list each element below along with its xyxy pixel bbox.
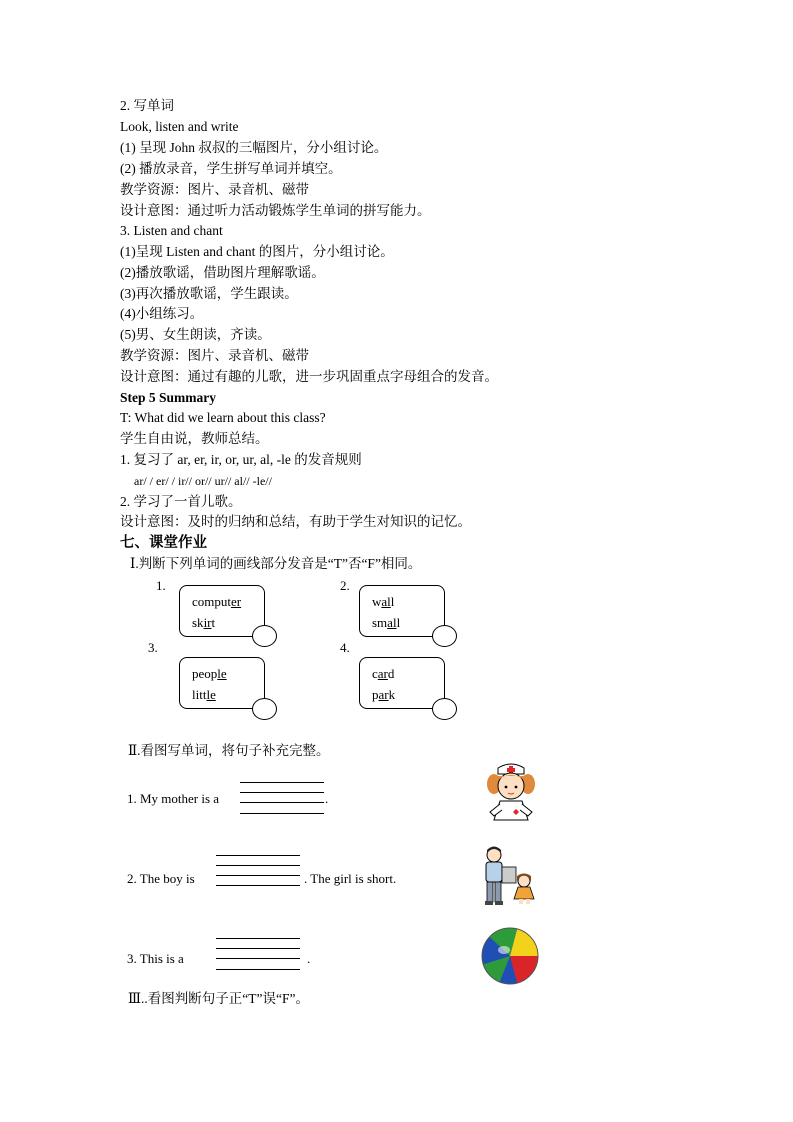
sentence-3-end: .	[307, 951, 311, 966]
writing-line	[240, 792, 324, 793]
text-line: (1) 呈现 John 叔叔的三幅图片，分小组讨论。	[120, 140, 388, 155]
text-line: 1. 复习了 ar, er, ir, or, ur, al, -le 的发音规则	[120, 452, 362, 467]
text-line: 教学资源：图片、录音机、磁带	[120, 348, 309, 363]
writing-line	[240, 782, 324, 783]
text-line: (2) 播放录音，学生拼写单词并填空。	[120, 161, 342, 176]
step-heading: Step 5 Summary	[120, 390, 217, 405]
writing-line	[216, 865, 300, 866]
answer-circle[interactable]	[252, 698, 277, 720]
writing-line	[216, 958, 300, 959]
section-heading-chant: 3. Listen and chant	[120, 223, 223, 238]
phonetics-line: ar/ / er/ / ir// or// ur// al// -le//	[134, 474, 272, 488]
writing-line	[240, 802, 324, 803]
word: people	[192, 666, 227, 681]
text-line: 设计意图：及时的归纳和总结，有助于学生对知识的记忆。	[120, 514, 471, 529]
text-line: (3)再次播放歌谣，学生跟读。	[120, 286, 298, 301]
writing-line	[216, 938, 300, 939]
sentence-3-text: 3. This is a	[127, 951, 184, 966]
text-line: (1)呈现 Listen and chant 的图片，分小组讨论。	[120, 244, 394, 259]
sentence-2-end: . The girl is short.	[304, 871, 397, 886]
exercise2-title: Ⅱ.看图写单词，将句子补充完整。	[128, 743, 330, 758]
text-line: Look, listen and write	[120, 119, 239, 134]
exercise3-title: Ⅲ..看图判断句子正“T”误“F”。	[128, 991, 309, 1006]
nurse-picture	[478, 758, 544, 822]
text-line: 教学资源：图片、录音机、磁带	[120, 182, 309, 197]
text-line: (4)小组练习。	[120, 306, 204, 321]
writing-line	[216, 885, 300, 886]
writing-line	[216, 855, 300, 856]
sentence-2-text: 2. The boy is	[127, 871, 195, 886]
word: wall	[372, 594, 395, 609]
item-number: 4.	[340, 640, 350, 655]
exercise1-title: Ⅰ.判断下列单词的画线部分发音是“T”否“F”相同。	[130, 556, 422, 571]
ball-picture	[478, 926, 542, 986]
answer-circle[interactable]	[432, 698, 457, 720]
text-line: (5)男、女生朗读，齐读。	[120, 327, 271, 342]
answer-circle[interactable]	[432, 625, 457, 647]
text-line: (2)播放歌谣，借助图片理解歌谣。	[120, 265, 325, 280]
sentence-1-end: .	[325, 791, 329, 806]
text-line: T: What did we learn about this class?	[120, 410, 326, 425]
word-card	[359, 657, 445, 709]
boy-and-girl-picture	[478, 845, 544, 907]
word: little	[192, 687, 216, 702]
word: skirt	[192, 615, 216, 630]
item-number: 2.	[340, 578, 350, 593]
word-card	[179, 657, 265, 709]
word: card	[372, 666, 395, 681]
word: computer	[192, 594, 242, 609]
writing-line	[216, 969, 300, 970]
writing-line	[240, 813, 324, 814]
item-number: 1.	[156, 578, 166, 593]
text-line: 学生自由说，教师总结。	[120, 431, 269, 446]
word: park	[372, 687, 396, 702]
word-card	[179, 585, 265, 637]
text-line: 设计意图：通过听力活动锻炼学生单词的拼写能力。	[120, 203, 431, 218]
word: small	[372, 615, 401, 630]
sentence-1-text: 1. My mother is a	[127, 791, 220, 806]
answer-circle[interactable]	[252, 625, 277, 647]
writing-line	[216, 948, 300, 949]
section-heading-write-words: 2. 写单词	[120, 98, 174, 113]
item-number: 3.	[148, 640, 158, 655]
word-card	[359, 585, 445, 637]
text-line: 2. 学习了一首儿歌。	[120, 494, 242, 509]
homework-heading: 七、课堂作业	[120, 535, 207, 551]
text-line: 设计意图：通过有趣的儿歌，进一步巩固重点字母组合的发音。	[120, 369, 498, 384]
writing-line	[216, 875, 300, 876]
